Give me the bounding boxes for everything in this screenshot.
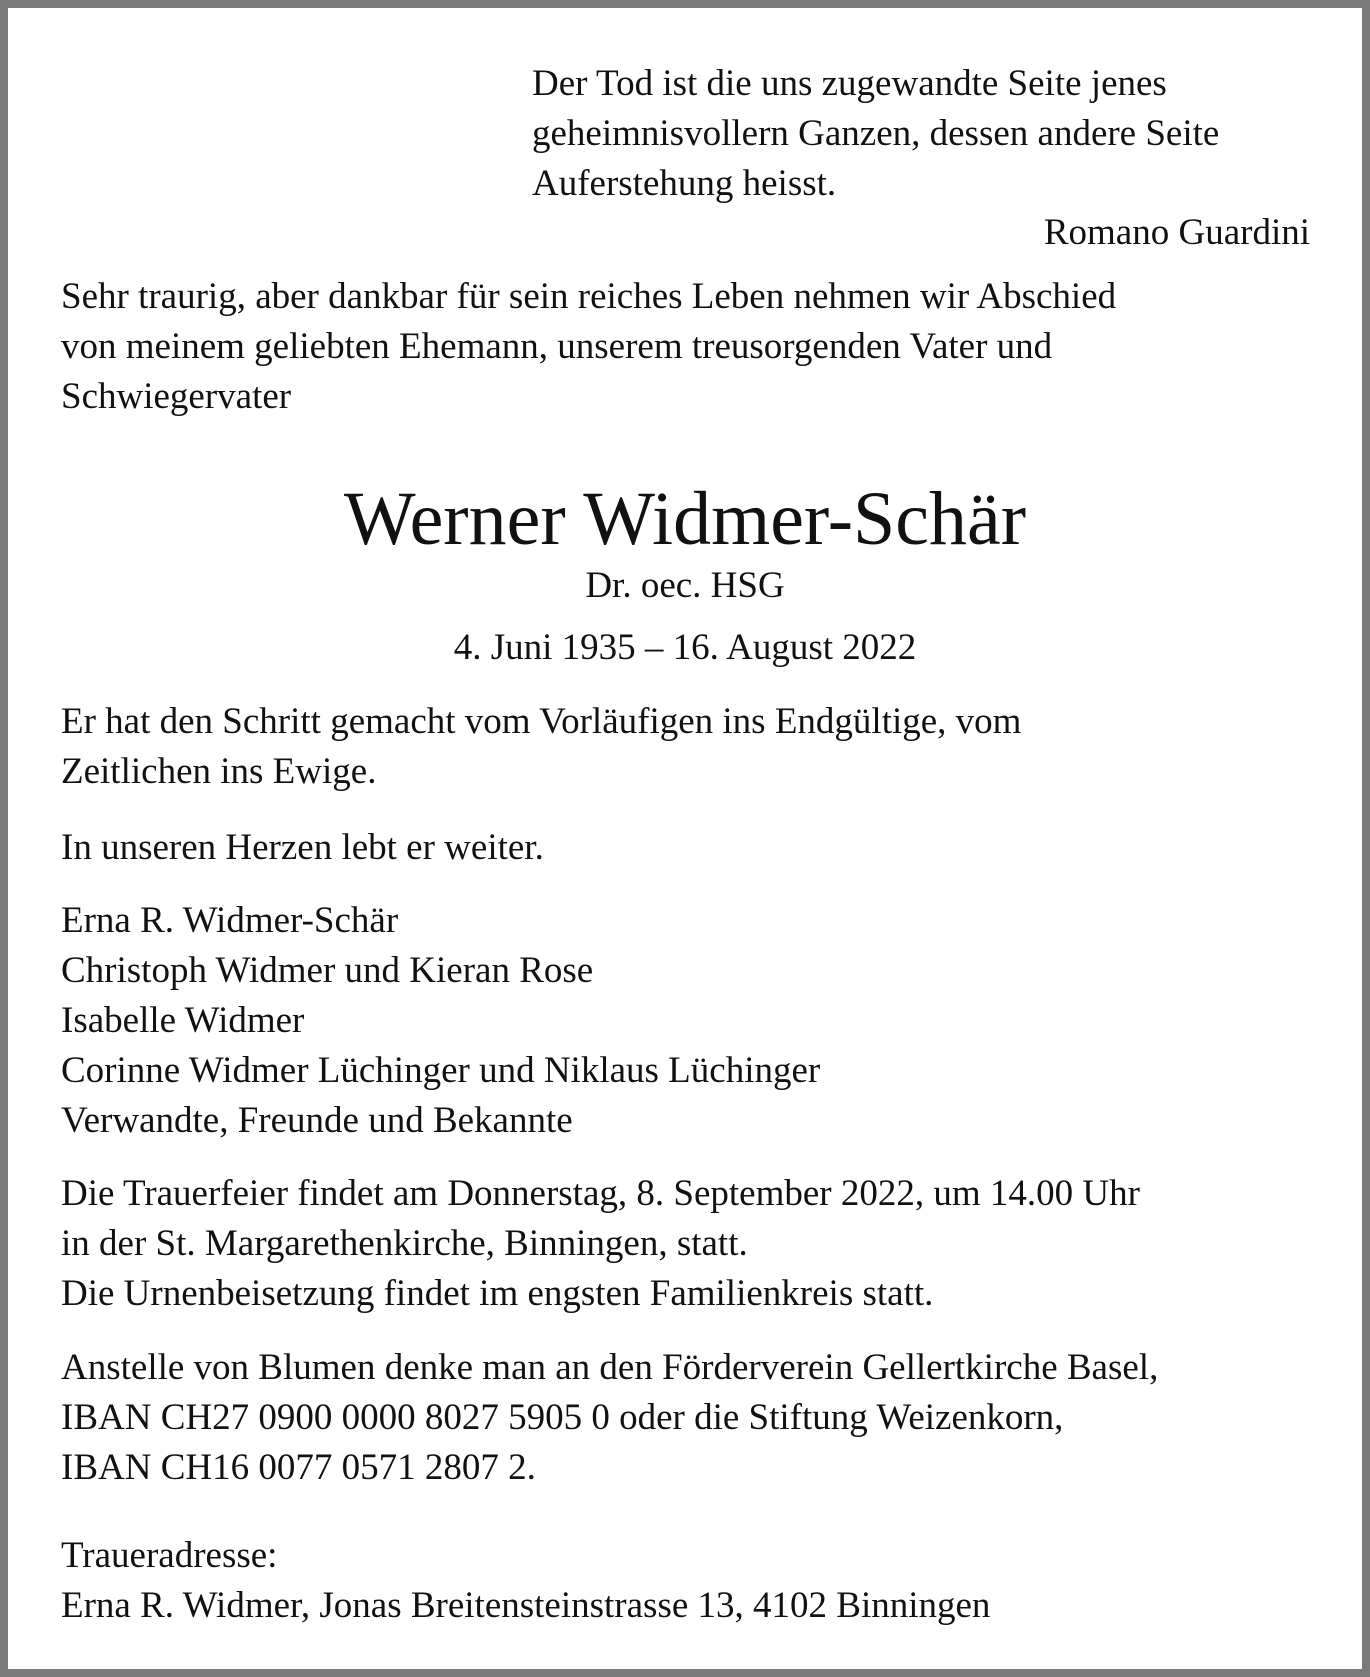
intro-line: Sehr traurig, aber dankbar für sein reiches Leben nehmen wir Abschied [61, 276, 1117, 317]
quote-line: Der Tod ist die uns zugewandte Seite jenes [532, 63, 1167, 104]
address-value: Erna R. Widmer, Jonas Breitensteinstrasse 13, 4102 Binningen [61, 1585, 991, 1626]
intro-text [61, 272, 1311, 422]
ceremony-line: Die Trauerfeier findet am Donnerstag, 8. September 2022, um 14.00 Uhr [61, 1173, 1140, 1214]
ceremony-line: in der St. Margarethenkirche, Binningen, statt. [61, 1223, 748, 1264]
deceased-name: Werner Widmer-Schär [343, 477, 1027, 561]
message-line: Er hat den Schritt gemacht vom Vorläufigen ins Endgültige, vom [61, 701, 1022, 742]
mourner: Christoph Widmer und Kieran Rose [61, 950, 594, 991]
ceremony-line: Die Urnenbeisetzung findet im engsten Familienkreis statt. [61, 1273, 934, 1314]
intro-line: von meinem geliebten Ehemann, unserem treusorgenden Vater und [61, 326, 1053, 367]
donation-text [61, 1343, 1311, 1493]
deceased-title: Dr. oec. HSG [585, 565, 785, 606]
ceremony-text [61, 1169, 1311, 1319]
quote-line: Auferstehung heisst. [532, 163, 837, 204]
mourner: Erna R. Widmer-Schär [61, 900, 399, 941]
quote-author: Romano Guardini [1043, 212, 1310, 253]
mourner: Corinne Widmer Lüchinger und Niklaus Lüchinger [61, 1050, 821, 1091]
heart-line: In unseren Herzen lebt er weiter. [61, 827, 544, 868]
intro-line: Schwiegervater [61, 376, 292, 417]
donation-line: Anstelle von Blumen denke man an den Förderverein Gellertkirche Basel, [61, 1347, 1159, 1388]
obituary-page [8, 8, 1362, 1669]
mourner: Isabelle Widmer [61, 1000, 305, 1041]
mourner: Verwandte, Freunde und Bekannte [61, 1100, 573, 1141]
deceased-dates: 4. Juni 1935 – 16. August 2022 [453, 627, 917, 668]
quote [532, 59, 1332, 209]
donation-line: IBAN CH16 0077 0571 2807 2. [61, 1447, 536, 1488]
donation-line: IBAN CH27 0900 0000 8027 5905 0 oder die Stiftung Weizenkorn, [61, 1397, 1064, 1438]
message-text [61, 697, 1311, 797]
address-label: Traueradresse: [61, 1535, 278, 1576]
quote-line: geheimnisvollern Ganzen, dessen andere Seite [532, 113, 1220, 154]
heart-text [61, 823, 1311, 873]
mourners-list [61, 896, 1311, 1146]
message-line: Zeitlichen ins Ewige. [61, 751, 377, 792]
address-block [61, 1531, 1311, 1631]
